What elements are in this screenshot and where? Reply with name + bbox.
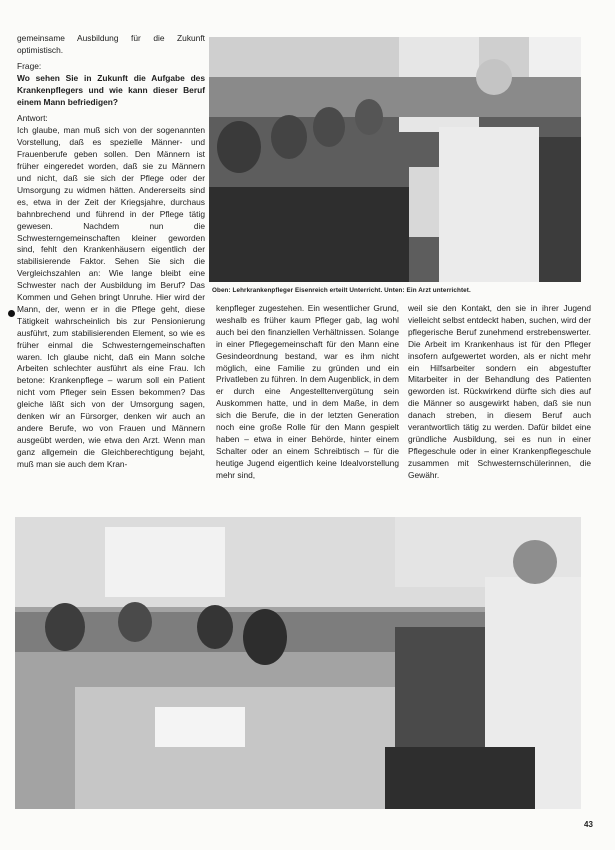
classroom-photo-top xyxy=(209,37,581,282)
answer-label: Antwort: xyxy=(17,113,48,124)
right-column xyxy=(408,303,591,482)
right-column-text: weil sie den Kontakt, den sie in ihrer Jugend vielleicht selbst entdeckt haben, suchen, wird der pflegerische Beruf zunehmend erstrebenswerter. Die Arbeit im Krankenhaus ist für den Pfleger insofern aufgewertet worden, als er nicht mehr ein Hilfsarbeiter sondern ein abgestufter Mitarbeiter in der Behandlung des Patienten geworden ist. Rückwirkend dürfte sich dies auf die Männer so ausgewirkt haben, daß sie nun danach streben, in diesem Beruf auch verantwortlich tätig zu werden. Dafür bildet eine gründliche Ausbildung, sei es nun in einer Pflegeschule oder in einer Krankenpflegeschule zusammen mit Schwesternschülerinnen, die Gewähr. xyxy=(408,303,591,480)
intro-text: gemeinsame Ausbildung für die Zukunft optimistisch. xyxy=(17,33,205,55)
middle-column xyxy=(216,303,399,482)
page-number: 43 xyxy=(584,820,593,829)
bullet-mark xyxy=(8,310,15,317)
middle-column-text: kenpfleger zugestehen. Ein wesentlicher Grund, weshalb es früher kaum Pfleger gab, lag wohl auch bei den finanziellen Verhältnissen. Solange in einer Pflegegemeinschaft für den Mann eine Gesindeordnung bestand, war es ihm nicht möglich, eine Familie zu gründen und ein Privatleben zu führen. In dem Augenblick, in dem er durch eine Angestelltenvergütung sein Auskommen hatte, und in dem Maße, in dem sich die Berufe, die in der letzten Generation noch eine große Rolle für den Mann gespielt haben – etwa in einer Behörde, hinter einem Schalter oder an einem Schreibtisch – für die heutige Jugend eigentlich keine Idealvorstellung mehr sind, xyxy=(216,303,399,480)
question-text: Wo sehen Sie in Zukunft die Aufgabe des Krankenpflegers und wie kann dieser Beruf einem Mann befriedigen? xyxy=(17,72,205,107)
question-label: Frage: xyxy=(17,60,42,71)
classroom-photo-bottom xyxy=(15,517,581,809)
answer-text: Ich glaube, man muß sich von der sogenannten Vorstellung, daß es spezielle Männer- und Frauenberufe geben sollen. Den Männern ist früher eingeredet worden, daß sie zu Männern und nicht, daß sie sich der Pflege oder der Umsorgung zu widmen hätten. Andererseits sind es, etwa in der Zeit der Kriegsjahre, durchaus bahnbrechend und führend in der Pflege tätig gewesen. Nachdem nun die Schwesterngemeinschaften kleiner geworden sind, fehlt den Krankenhäusern eigentlich der stabilisierende Faktor. Sehen Sie sich die Vergleichszahlen an: Wie lange bleibt eine Schwester nach der Ausbildung im Beruf? Das Kommen und Gehen bringt Unruhe. Hier wird der Mann, der, wenn er in die Pflege geht, diese Tätigkeit wahrscheinlich bis zur Pensionierung ausführt, zum stabilisierenden Element, so wie es früher einmal die Schwesterngemeinschaften waren. Ich glaube nicht, daß ein Mann solche Arbeiten schlechter ausführt als eine Frau. Ich betone: Krankenpflege – warum soll ein Patient nicht vom Pfleger sein Essen bekommen? Das gleiche läßt sich von der Umsorgung sagen, denken wir an Fürsorger, denken wir auch an andere Berufe, wo von Frauen und Männern ausgeübt werden, wie etwa den Arzt. Wenn man ganz allgemein die Gleichberechtigung bejaht, muß man sie auch dem Kran- xyxy=(17,125,205,469)
photo-caption: Oben: Lehrkrankenpfleger Eisenreich erteilt Unterricht. Unten: Ein Arzt unterrichtet. xyxy=(212,287,471,294)
left-column xyxy=(17,33,205,471)
